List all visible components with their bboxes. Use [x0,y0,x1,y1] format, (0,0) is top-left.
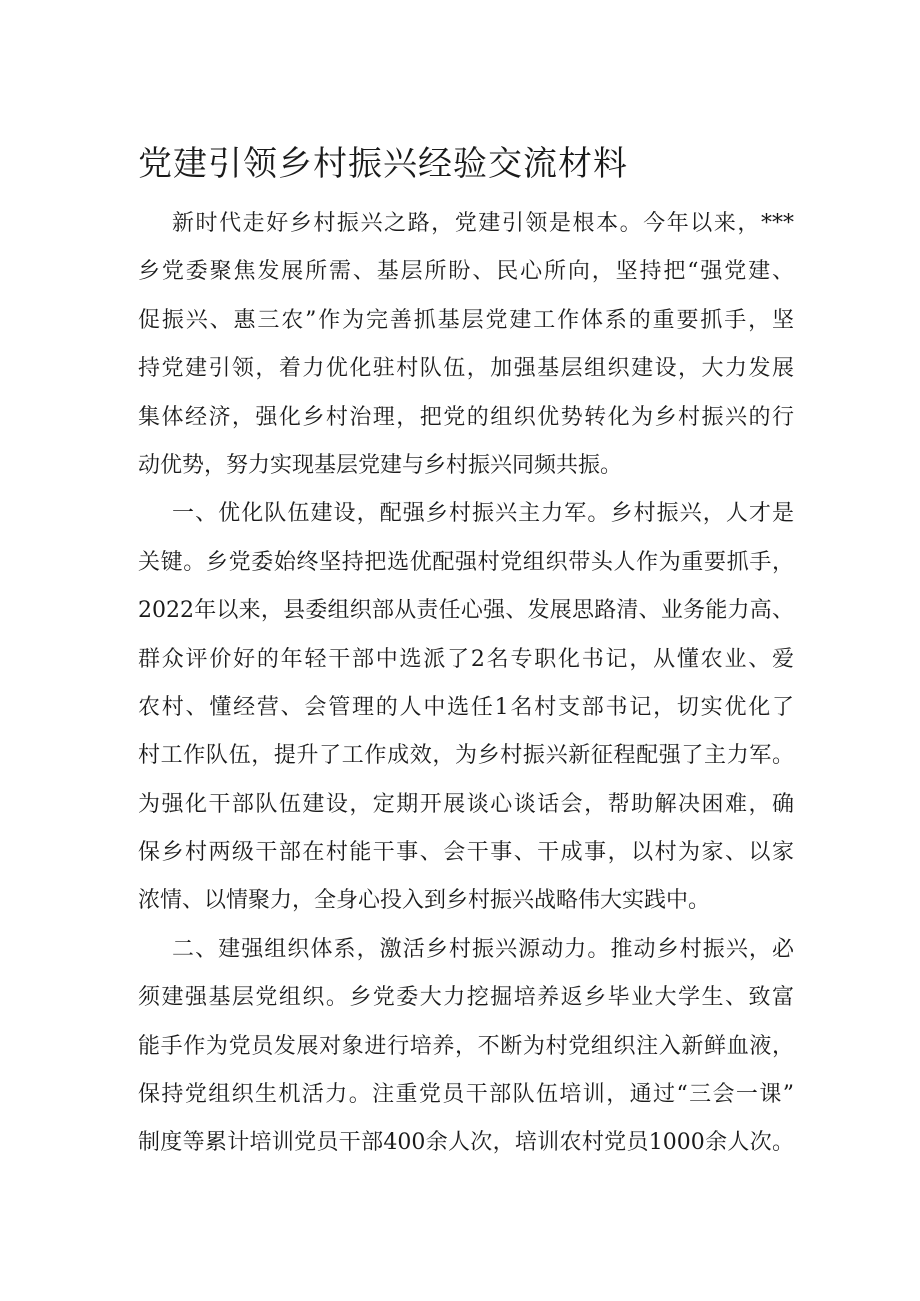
text-line: 动优势，努力实现基层党建与乡村振兴同频共振。 [138,452,623,478]
text-line: 能手作为党员发展对象进行培养，不断为村党组织注入新鲜血液， [138,1033,794,1059]
text-line: 保乡村两级干部在村能干事、会干事、干成事，以村为家、以家 [138,840,794,866]
text-line: 浓情、以情聚力，全身心投入到乡村振兴战略伟大实践中。 [138,888,711,914]
paragraph-section-two [138,926,794,1168]
text-line: 须建强基层党组织。乡党委大力挖掘培养返乡毕业大学生、致富 [138,985,794,1011]
text-line: 一、优化队伍建设，配强乡村振兴主力军。乡村振兴，人才是 [172,501,794,527]
text-line: 新时代走好乡村振兴之路，党建引领是根本。今年以来，*** [172,211,794,236]
document-title: 党建引领乡村振兴经验交流材料 [138,144,628,184]
text-line: 集体经济，强化乡村治理，把党的组织优势转化为乡村振兴的行 [138,404,794,430]
text-line: 农村、懂经营、会管理的人中选任1名村支部书记，切实优化了 [138,694,794,720]
text-line: 关键。乡党委始终坚持把选优配强村党组织带头人作为重要抓手， [138,549,794,575]
paragraph-intro [138,200,794,490]
document-body [138,200,794,1168]
text-line: 保持党组织生机活力。注重党员干部队伍培训，通过“三会一课” [138,1082,794,1108]
text-line: 制度等累计培训党员干部400余人次，培训农村党员1000余人次。 [138,1130,794,1156]
text-line: 村工作队伍，提升了工作成效，为乡村振兴新征程配强了主力军。 [138,743,794,769]
text-line: 二、建强组织体系，激活乡村振兴源动力。推动乡村振兴，必 [172,936,794,962]
text-line: 促振兴、惠三农”作为完善抓基层党建工作体系的重要抓手，坚 [138,307,794,333]
text-line: 群众评价好的年轻干部中选派了2名专职化书记，从懂农业、爱 [138,646,794,672]
paragraph-section-one [138,490,794,926]
text-line: 持党建引领，着力优化驻村队伍，加强基层组织建设，大力发展 [138,356,794,382]
text-line: 乡党委聚焦发展所需、基层所盼、民心所向，坚持把“强党建、 [138,259,794,285]
text-line: 为强化干部队伍建设，定期开展谈心谈话会，帮助解决困难，确 [138,791,794,817]
text-line: 2022年以来，县委组织部从责任心强、发展思路清、业务能力高、 [138,598,794,624]
